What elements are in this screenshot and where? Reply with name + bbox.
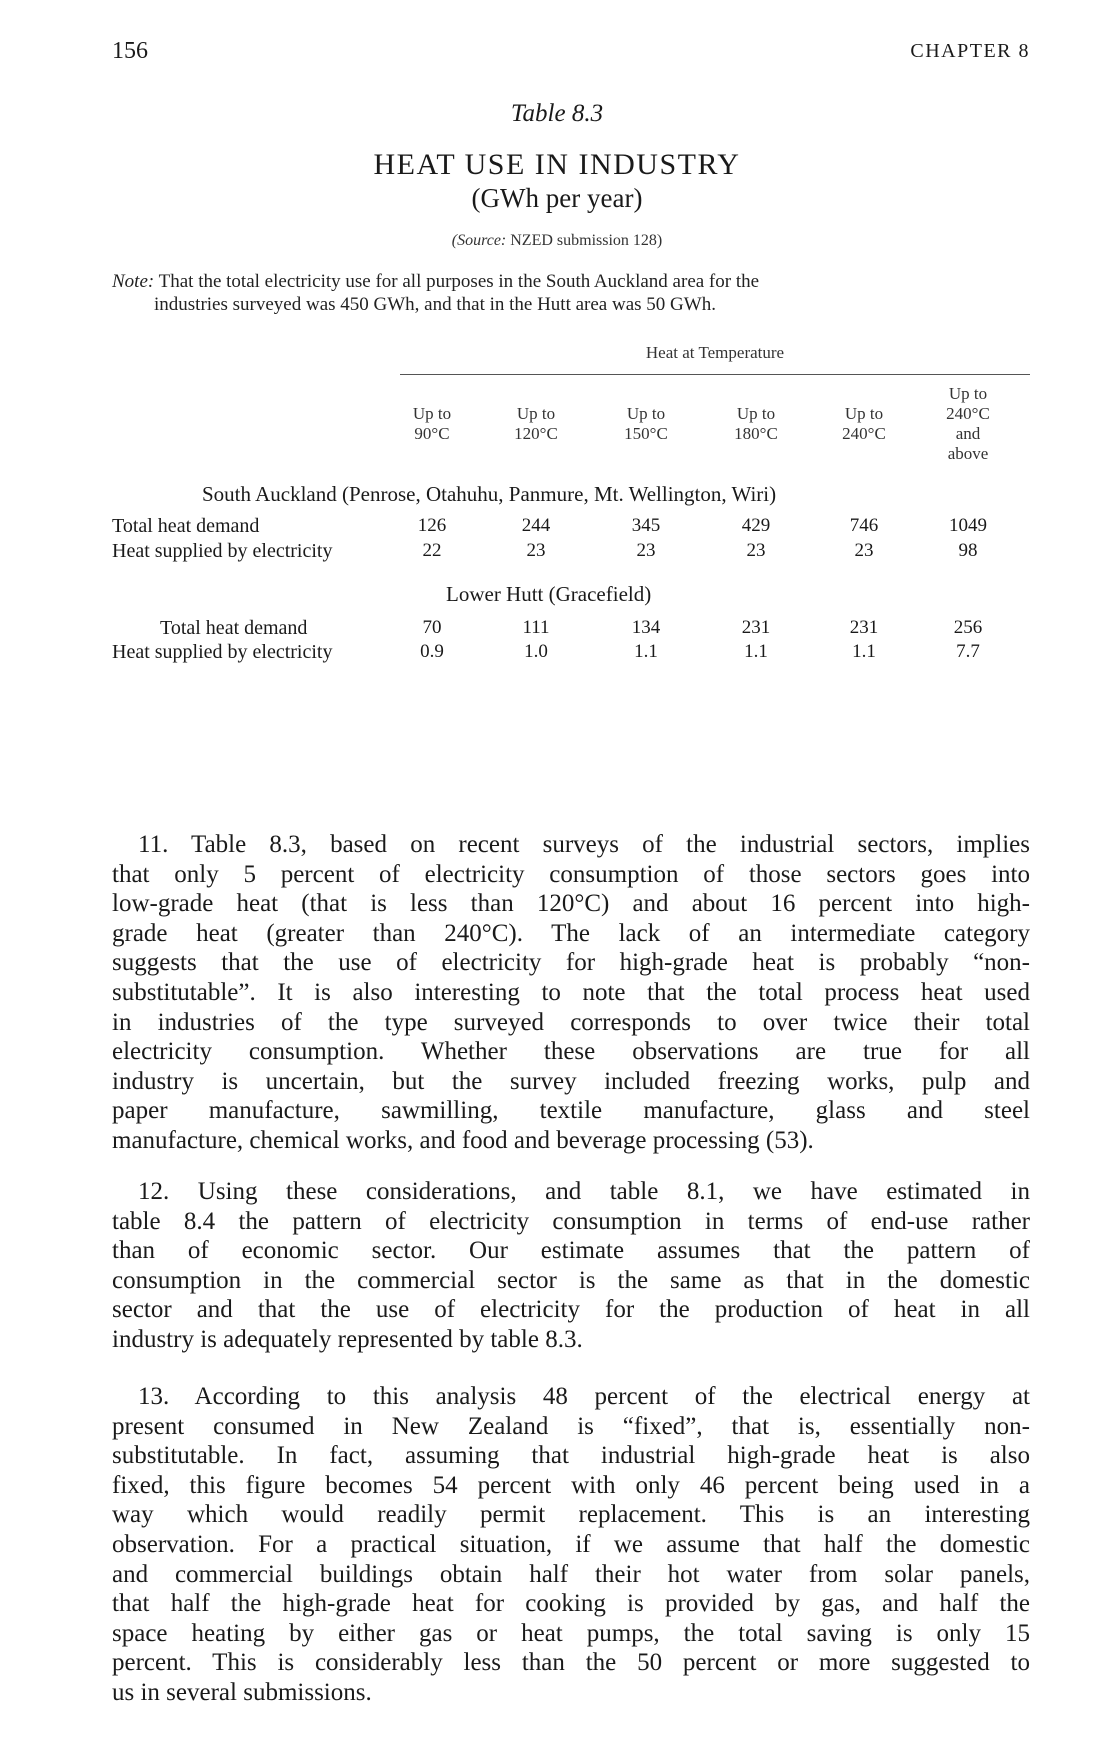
page-number: 156 [112,38,148,64]
row-label: Heat supplied by electricity [112,540,333,562]
column-header-line: Up to [516,404,556,423]
table-cell: 1.1 [634,641,658,662]
column-header-line: 240°C [842,424,886,443]
paragraph-line: space heating by either gas or heat pumps, the total saving is only 15 [112,1619,1030,1647]
table-cell: 126 [417,515,447,536]
table-cell: 1.1 [744,641,768,662]
paragraph-line: 11. Table 8.3, based on recent surveys of the industrial sectors, implies [138,831,1030,858]
paragraph-line: substitutable. In fact, assuming that industrial high-grade heat is also [112,1442,1030,1470]
row-label: Heat supplied by electricity [112,641,333,663]
table-cell: 1049 [949,515,987,536]
table-cell: 23 [746,540,766,561]
table-cell: 429 [741,515,771,536]
paragraph-line: manufacture, chemical works, and food and beverage processing (53). [112,1126,814,1154]
note-line-2: industries surveyed was 450 GWh, and that in the Hutt area was 50 GWh. [154,294,716,315]
table-cell: 23 [854,540,874,561]
column-header-line: Up to [844,404,884,423]
paragraph-line: 13. According to this analysis 48 percent of the electrical energy at [138,1383,1030,1410]
table-cell: 1.1 [852,641,876,662]
row-label: Total heat demand [112,515,260,537]
paragraph-line: industry is adequately represented by table 8.3. [112,1325,583,1353]
table-cell: 22 [422,540,442,561]
table-source [0,232,1114,250]
column-header-line: above [947,444,989,463]
note-text-1: That the total electricity use for all purposes in the South Auckland area for the [154,271,760,292]
paragraph-line: consumption in the commercial sector is the same as that in the domestic [112,1266,1030,1294]
paragraph-line: fixed, this figure becomes 54 percent with only 46 percent being used in a [112,1471,1030,1499]
table-note [112,270,1032,316]
paragraph-line: that half the high-grade heat for cooking is provided by gas, and half the [112,1590,1030,1618]
table-cell: 231 [849,617,879,638]
column-header [928,384,1008,464]
column-header-line: 150°C [624,424,668,443]
paragraph-line: 12. Using these considerations, and table 8.1, we have estimated in [138,1178,1030,1205]
table-cell: 746 [849,515,879,536]
column-header-line: 180°C [734,424,778,443]
table-cell: 1.0 [524,641,548,662]
row-label: Total heat demand [160,617,308,639]
lower-hutt-heading: Lower Hutt (Gracefield) [446,582,652,606]
table-cell: 134 [631,617,661,638]
source-text: NZED submission 128) [506,232,663,249]
paragraph-line: sector and that the use of electricity for the production of heat in all [112,1296,1030,1324]
paragraph-line: substitutable”. It is also interesting to note that the total process heat used [112,978,1030,1006]
table-cell: 111 [522,617,550,638]
header-rule [400,374,1030,375]
column-header-line: Up to [626,404,666,423]
column-header-line: and [955,424,981,443]
column-header [496,404,576,444]
note-prefix: Note: [112,271,155,292]
table-cell: 244 [521,515,551,536]
column-header [824,404,904,444]
paragraph-line: table 8.4 the pattern of electricity consumption in terms of end-use rather [112,1207,1030,1235]
paragraph-line: percent. This is considerably less than the 50 percent or more suggested to [112,1649,1030,1677]
column-header [392,404,472,444]
paragraph-line: suggests that the use of electricity for high-grade heat is probably “non- [112,949,1030,977]
south-auckland-heading: South Auckland (Penrose, Otahuhu, Panmure, Mt. Wellington, Wiri) [202,482,777,506]
column-header [606,404,686,444]
paragraph-line: observation. For a practical situation, if we assume that half the domestic [112,1530,1030,1558]
column-header [716,404,796,444]
table-cell: 98 [958,540,978,561]
paragraph-line: in industries of the type surveyed corresponds to over twice their total [112,1008,1030,1036]
paragraph [112,1382,1030,1708]
paragraph-line: than of economic sector. Our estimate assumes that the pattern of [112,1237,1030,1265]
column-header-line: Up to [412,404,452,423]
table-cell: 256 [953,617,983,638]
table-cell: 70 [422,617,442,638]
table-cell: 23 [636,540,656,561]
paragraph-line: present consumed in New Zealand is “fixed”, that is, essentially non- [112,1412,1030,1440]
paragraph-line: that only 5 percent of electricity consumption of those sectors goes into [112,860,1030,888]
table-cell: 7.7 [956,641,980,662]
paragraph-line: and commercial buildings obtain half their hot water from solar panels, [112,1560,1030,1588]
table-unit: (GWh per year) [471,183,643,213]
paragraph-line: way which would readily permit replacement. This is an interesting [112,1501,1030,1529]
heat-temperature-header: Heat at Temperature [645,343,785,362]
paragraph [112,830,1030,1156]
paragraph-line: us in several submissions. [112,1678,372,1706]
table-cell: 231 [741,617,771,638]
table-cell: 0.9 [420,641,444,662]
paragraph-line: paper manufacture, sawmilling, textile manufacture, glass and steel [112,1097,1030,1125]
column-header-line: 120°C [514,424,558,443]
paragraph [112,1177,1030,1355]
paragraph-line: industry is uncertain, but the survey included freezing works, pulp and [112,1067,1030,1095]
column-header-line: 240°C [946,404,990,423]
paragraph-line: electricity consumption. Whether these observations are true for all [112,1038,1030,1066]
column-header-line: 90°C [414,424,450,443]
paragraph-line: grade heat (greater than 240°C). The lack of an intermediate category [112,919,1030,947]
table-cell: 23 [526,540,546,561]
column-header-line: Up to [948,384,988,403]
paragraph-line: low-grade heat (that is less than 120°C) and about 16 percent into high- [112,890,1030,918]
table-title: HEAT USE IN INDUSTRY [373,148,741,181]
note-line-1 [112,270,1032,293]
column-header-line: Up to [736,404,776,423]
source-prefix: (Source: [451,232,507,249]
table-label: Table 8.3 [510,100,604,127]
table-cell: 345 [631,515,661,536]
chapter-heading: CHAPTER 8 [910,40,1030,62]
